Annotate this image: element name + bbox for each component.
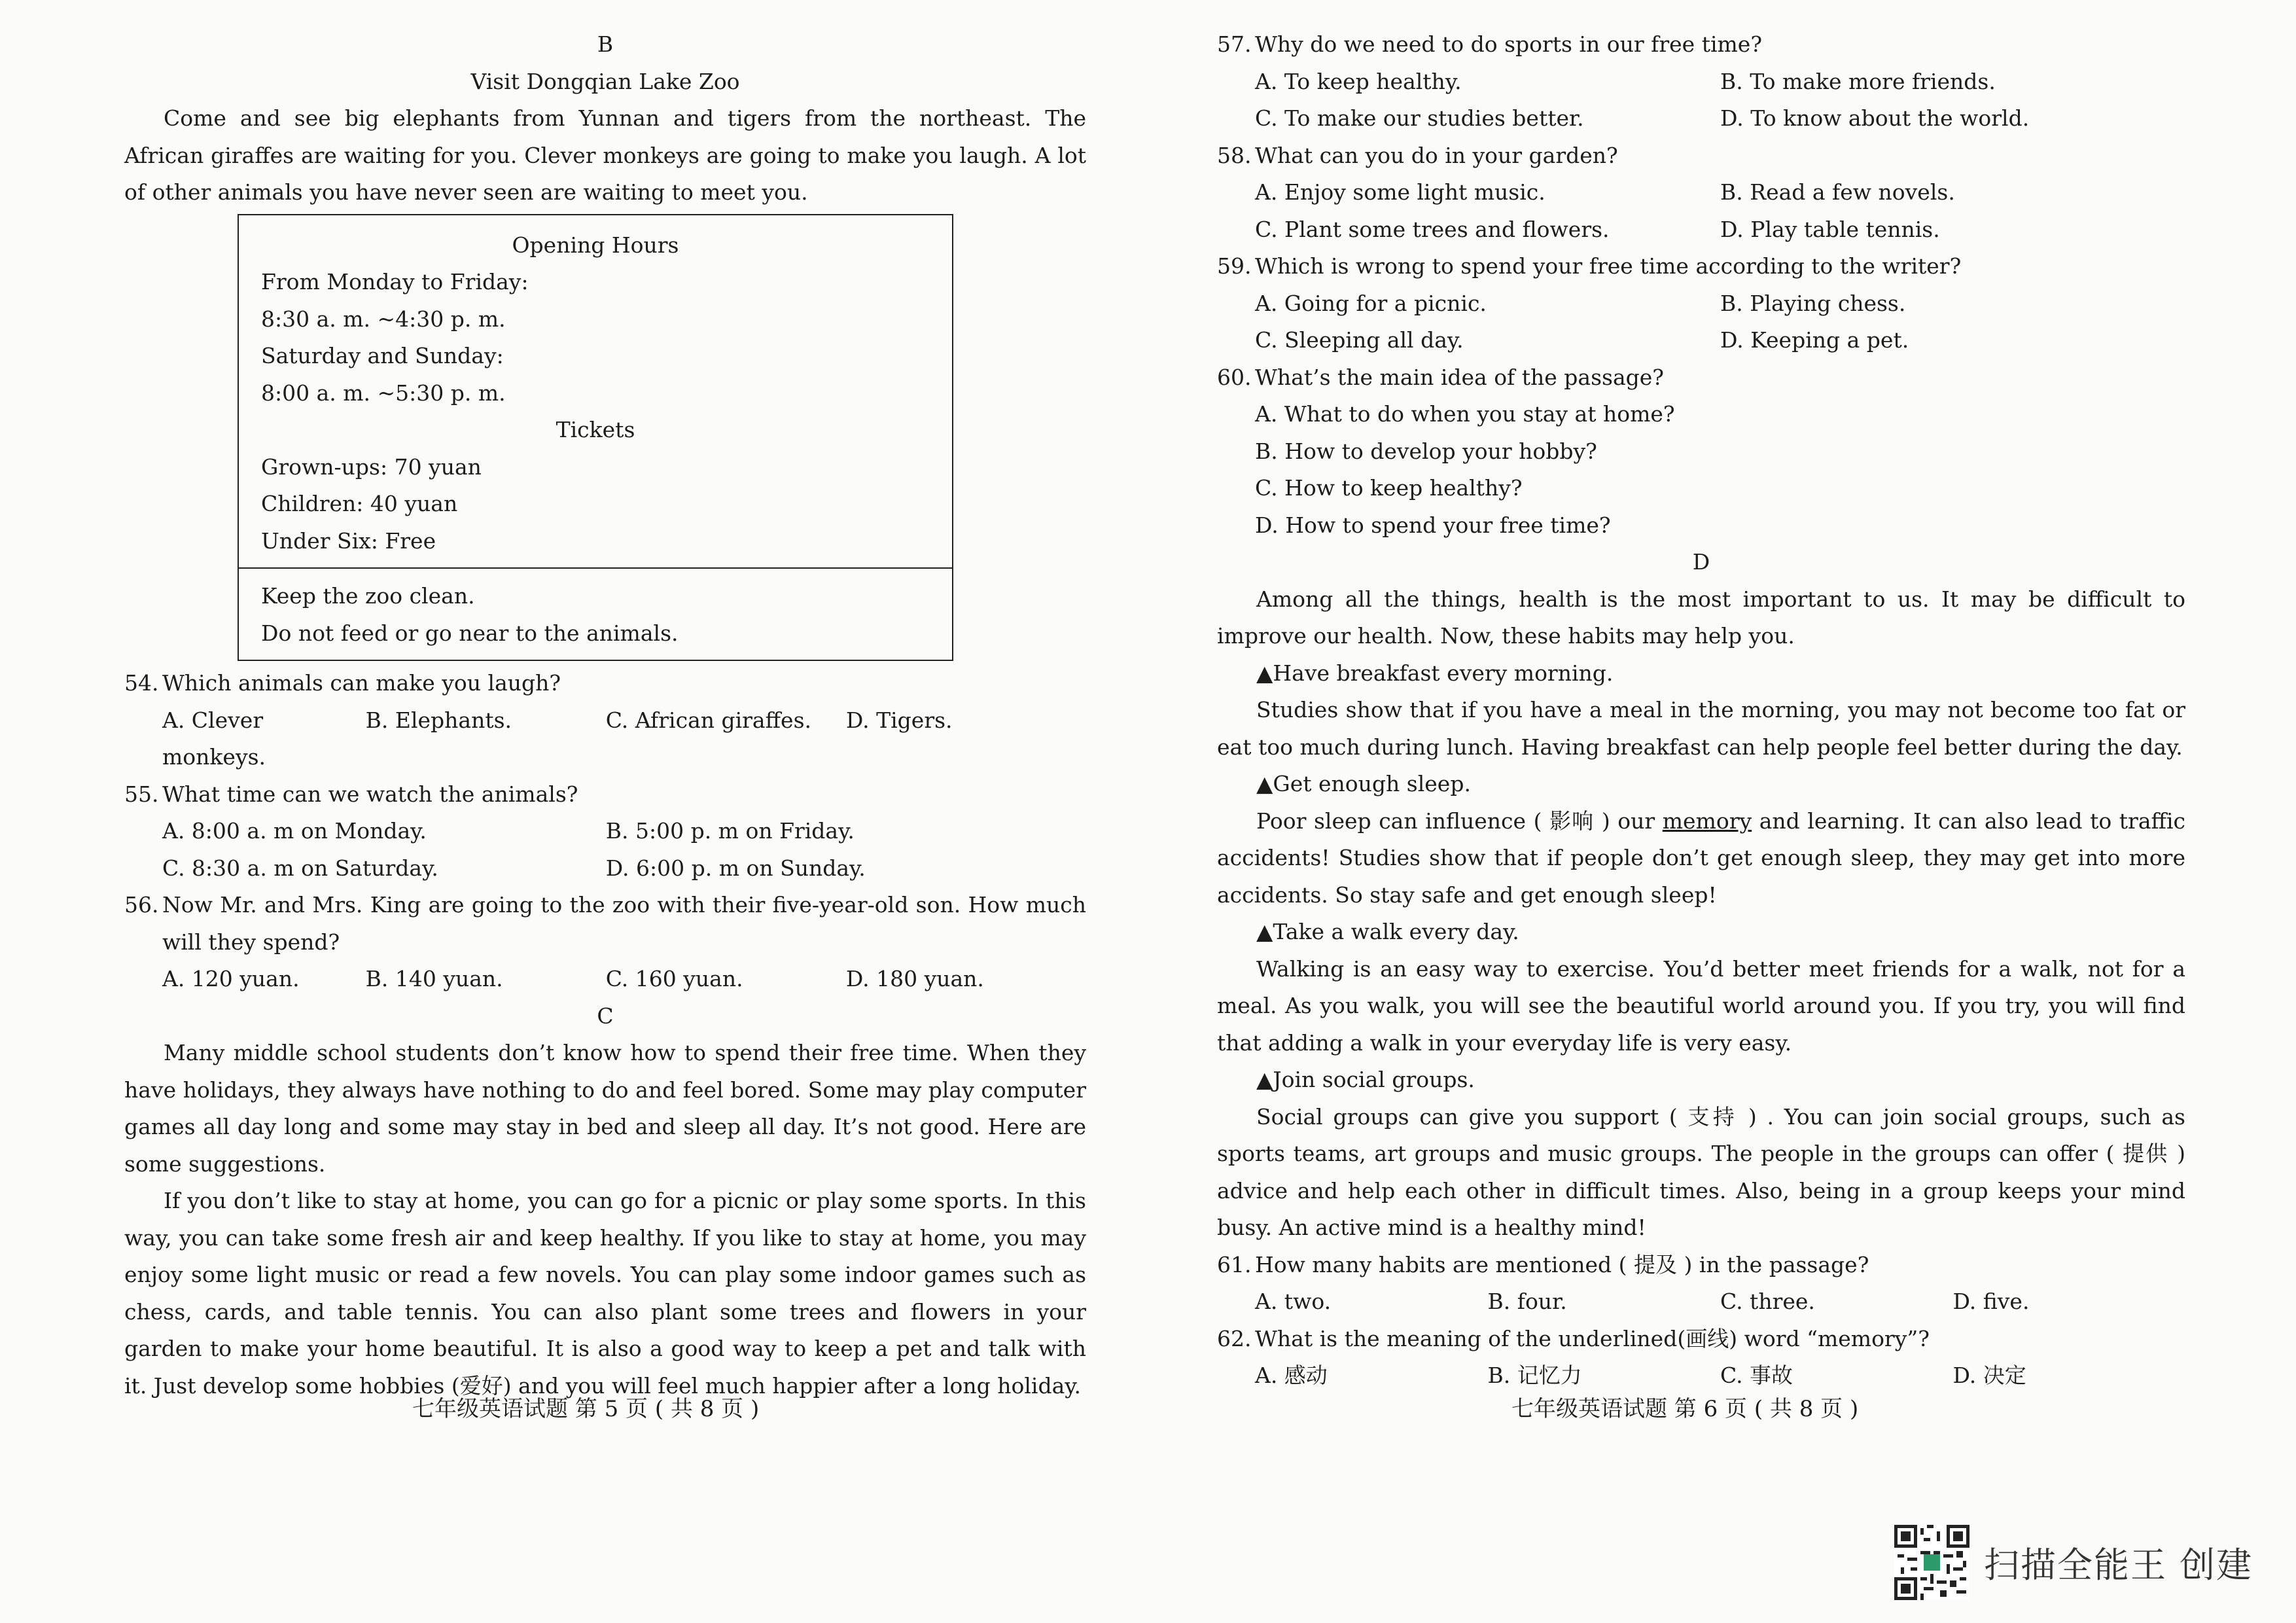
- underlined-word-memory: memory: [1662, 808, 1752, 834]
- option-a[interactable]: A. 120 yuan.: [162, 966, 300, 991]
- question-options: [1217, 100, 2185, 137]
- section-c-paragraph-1: Many middle school students don’t know how to spend their free time. When they have holidays, they always have nothing to do and feel bored. Some may play computer games all day long and some may stay in bed and sleep all day. It’s not good. Here are some suggestions.: [124, 1040, 1086, 1177]
- option-a[interactable]: A. To keep healthy.: [1255, 68, 1462, 94]
- habit-paragraph-breakfast: Studies show that if you have a meal in the morning, you may not become too fat or eat too much during lunch. Having breakfast can help people feel better during the day.: [1217, 697, 2185, 760]
- option-b[interactable]: B. four.: [1487, 1289, 1567, 1314]
- question-text: What is the meaning of the underlined(画线) word “memory”?: [1255, 1325, 1930, 1351]
- question-options: [1217, 396, 2185, 544]
- option-c[interactable]: C. African giraffes.: [605, 707, 812, 733]
- option-d[interactable]: D. 决定: [1952, 1363, 2026, 1388]
- option-c[interactable]: C. 160 yuan.: [605, 966, 743, 991]
- question-options: [1217, 285, 2185, 323]
- question-options: [1217, 322, 2185, 359]
- rule-keep-clean: Keep the zoo clean.: [261, 583, 475, 609]
- option-d[interactable]: D. 6:00 p. m on Sunday.: [605, 855, 866, 881]
- option-a[interactable]: A. What to do when you stay at home?: [1255, 401, 1675, 427]
- question-number: 58.: [1217, 142, 1252, 168]
- habit-heading-walk: ▲Take a walk every day.: [1256, 919, 1519, 944]
- left-page-footer: 七年级英语试题 第 5 页 ( 共 8 页 ): [412, 1396, 760, 1422]
- option-b[interactable]: B. 记忆力: [1487, 1363, 1582, 1388]
- option-b[interactable]: B. To make more friends.: [1720, 68, 1996, 94]
- question-number: 54.: [124, 670, 159, 696]
- opening-hours-title: Opening Hours: [512, 232, 679, 258]
- left-column: [124, 26, 1086, 1404]
- weekdays-label: From Monday to Friday:: [261, 269, 529, 294]
- section-c-letter: C: [597, 1003, 614, 1029]
- question-options: [124, 850, 1086, 887]
- section-b-title: Visit Dongqian Lake Zoo: [470, 68, 740, 94]
- section-d-intro: Among all the things, health is the most important to us. It may be difficult to improve our health. Now, these habits may help you.: [1217, 586, 2185, 649]
- section-b-letter: B: [597, 31, 614, 57]
- question-text: What can you do in your garden?: [1255, 142, 1618, 168]
- scanner-brand-text: 扫描全能王 创建: [1984, 1544, 2253, 1586]
- question-options: [1217, 174, 2185, 211]
- option-a[interactable]: A. 感动: [1255, 1363, 1328, 1388]
- habit-heading-breakfast: ▲Have breakfast every morning.: [1256, 660, 1614, 686]
- option-c[interactable]: C. How to keep healthy?: [1255, 475, 1523, 501]
- option-a[interactable]: A. two.: [1255, 1289, 1332, 1314]
- option-a[interactable]: A. 8:00 a. m on Monday.: [162, 818, 427, 844]
- question-options: [1217, 1283, 2185, 1321]
- question-62: [1217, 1321, 2185, 1395]
- option-b[interactable]: B. How to develop your hobby?: [1255, 438, 1597, 464]
- habit-paragraph-social: Social groups can give you support ( 支持 ) . You can join social groups, such as sports teams, art groups and music groups. The people in the groups can offer ( 提供 ) advice and help each other in difficult times. Also, being in a group keeps your mind busy. An active mind is a healthy mind!: [1217, 1103, 2185, 1240]
- question-54: [124, 665, 1086, 776]
- question-text: Now Mr. and Mrs. King are going to the zoo with their five-year-old son. How much will they spend?: [162, 892, 1086, 955]
- question-56: [124, 887, 1086, 961]
- question-number: 56.: [124, 892, 159, 918]
- question-60: [1217, 359, 2185, 544]
- option-b[interactable]: B. Read a few novels.: [1720, 179, 1955, 205]
- option-c[interactable]: C. 8:30 a. m on Saturday.: [162, 855, 438, 881]
- section-c-paragraph-2: If you don’t like to stay at home, you can go for a picnic or play some sports. In this way, you can take some fresh air and keep healthy. If you like to stay at home, you may enjoy some light music or read a few novels. You can play some indoor games such as chess, cards, and table tennis. You can also plant some trees and flowers in your garden to make your home beautiful. It is also a good way to keep a pet and talk with it. Just develop some hobbies (爱好) and you will feel much happier after a long holiday.: [124, 1188, 1086, 1399]
- weekdays-time: 8:30 a. m. ~4:30 p. m.: [261, 306, 506, 332]
- tickets-title: Tickets: [556, 417, 635, 442]
- option-c[interactable]: C. 事故: [1720, 1363, 1793, 1388]
- question-options: [124, 702, 1086, 776]
- option-c[interactable]: C. Plant some trees and flowers.: [1255, 216, 1610, 242]
- option-d[interactable]: D. Keeping a pet.: [1720, 327, 1909, 353]
- zoo-info-rules: [239, 569, 952, 660]
- section-b-intro: Come and see big elephants from Yunnan and tigers from the northeast. The African giraffes are waiting for you. Clever monkeys are going to make you laugh. A lot of other animals you have never seen are waiting to meet you.: [124, 105, 1086, 205]
- option-b[interactable]: B. Playing chess.: [1720, 290, 1906, 316]
- question-text: Which animals can make you laugh?: [162, 670, 561, 696]
- question-text: What’s the main idea of the passage?: [1255, 364, 1664, 390]
- question-options: [1217, 1357, 2185, 1395]
- weekend-label: Saturday and Sunday:: [261, 343, 504, 368]
- question-number: 61.: [1217, 1251, 1252, 1277]
- option-c[interactable]: C. three.: [1720, 1289, 1815, 1314]
- option-a[interactable]: A. Enjoy some light music.: [1255, 179, 1545, 205]
- option-d[interactable]: D. Play table tennis.: [1720, 216, 1940, 242]
- question-text: What time can we watch the animals?: [162, 781, 578, 807]
- zoo-info-top: [239, 215, 952, 569]
- question-text: Which is wrong to spend your free time according to the writer?: [1255, 253, 1962, 279]
- question-number: 57.: [1217, 31, 1252, 57]
- option-c[interactable]: C. Sleeping all day.: [1255, 327, 1464, 353]
- question-56-options: [124, 961, 1086, 998]
- question-text: How many habits are mentioned ( 提及 ) in the passage?: [1255, 1251, 1869, 1277]
- question-text: Why do we need to do sports in our free time?: [1255, 31, 1763, 57]
- question-58: [1217, 137, 2185, 249]
- question-options: [1217, 211, 2185, 249]
- habit-heading-sleep: ▲Get enough sleep.: [1256, 771, 1471, 796]
- question-number: 59.: [1217, 253, 1252, 279]
- question-options: [1217, 63, 2185, 101]
- option-c[interactable]: C. To make our studies better.: [1255, 105, 1584, 131]
- qr-code-icon: [1894, 1525, 1969, 1600]
- habit-heading-social: ▲Join social groups.: [1256, 1067, 1475, 1092]
- option-a[interactable]: A. Clever monkeys.: [162, 707, 266, 770]
- section-d-letter: D: [1692, 549, 1710, 575]
- question-61: [1217, 1247, 2185, 1321]
- sleep-text-start: Poor sleep can influence ( 影响 ) our: [1256, 808, 1663, 834]
- question-57: [1217, 26, 2185, 137]
- ticket-under-six: Under Six: Free: [261, 527, 436, 554]
- habit-paragraph-walk: Walking is an easy way to exercise. You’d better meet friends for a walk, not for a meal. As you walk, you will see the beautiful world around you. If you try, you will find that adding a walk in your everyday life is very easy.: [1217, 955, 2185, 1056]
- right-column: [1217, 26, 2185, 1395]
- option-b[interactable]: B. 5:00 p. m on Friday.: [605, 818, 855, 844]
- question-options: [124, 813, 1086, 850]
- question-55: [124, 776, 1086, 887]
- question-number: 62.: [1217, 1325, 1252, 1351]
- rule-no-feeding: Do not feed or go near to the animals.: [261, 620, 679, 646]
- right-page-footer: 七年级英语试题 第 6 页 ( 共 8 页 ): [1511, 1396, 1859, 1422]
- ticket-grownups: Grown-ups: 70 yuan: [261, 454, 482, 480]
- option-b[interactable]: B. Elephants.: [365, 707, 512, 733]
- option-a[interactable]: A. Going for a picnic.: [1255, 290, 1487, 316]
- option-b[interactable]: B. 140 yuan.: [365, 966, 503, 991]
- sleep-text-end: and learning. It can also lead to traffic accidents! Studies show that if people don’t get enough sleep, they may get into more accidents. So stay safe and get enough sleep!: [1217, 808, 2185, 908]
- question-number: 55.: [124, 781, 159, 807]
- question-59: [1217, 248, 2185, 359]
- scanner-watermark: [1894, 1525, 2253, 1600]
- option-d[interactable]: D. To know about the world.: [1720, 105, 2030, 131]
- option-d[interactable]: D. How to spend your free time?: [1255, 512, 1611, 538]
- question-number: 60.: [1217, 364, 1252, 390]
- weekend-time: 8:00 a. m. ~5:30 p. m.: [261, 380, 506, 406]
- zoo-info-box: [238, 214, 953, 662]
- habit-paragraph-sleep: [1217, 803, 2185, 914]
- option-d[interactable]: D. Tigers.: [845, 707, 953, 733]
- option-d[interactable]: D. 180 yuan.: [845, 966, 984, 991]
- option-d[interactable]: D. five.: [1952, 1289, 2030, 1314]
- ticket-children: Children: 40 yuan: [261, 491, 458, 516]
